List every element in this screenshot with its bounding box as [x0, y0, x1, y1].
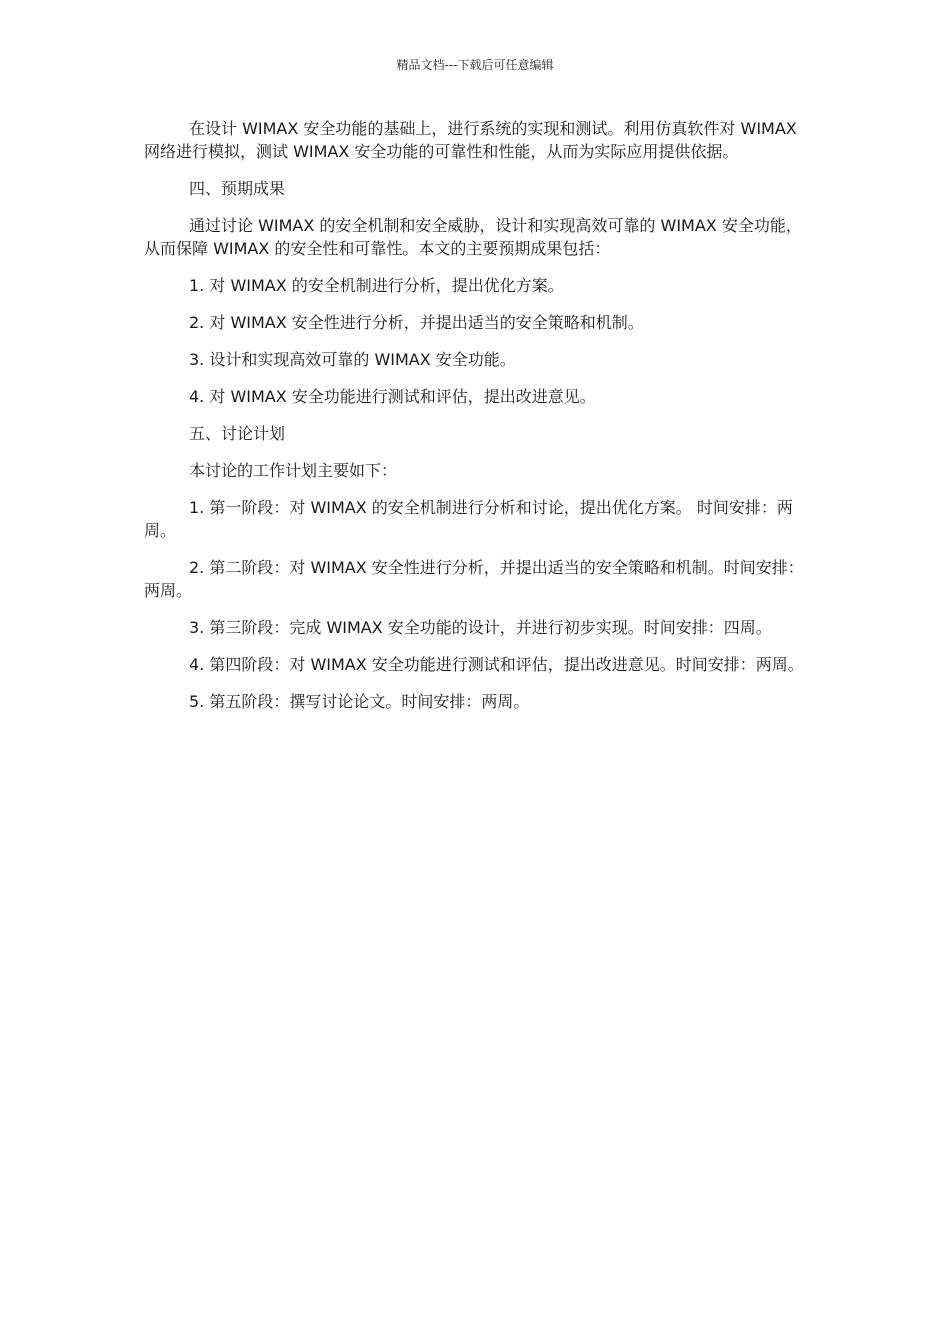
- list-item-phase-2: 2. 第二阶段：对 WIMAX 安全性进行分析，并提出适当的安全策略和机制。时间安排：两周。: [144, 558, 804, 600]
- paragraph-implementation-testing: 在设计 WIMAX 安全功能的基础上，进行系统的实现和测试。利用仿真软件对 WIMAX 网络进行模拟，测试 WIMAX 安全功能的可靠性和性能，从而为实际应用提供依据。: [144, 119, 797, 161]
- list-item-result-2: 2. 对 WIMAX 安全性进行分析，并提出适当的安全策略和机制。: [189, 313, 644, 332]
- list-item-result-4: 4. 对 WIMAX 安全功能进行测试和评估，提出改进意见。: [189, 387, 596, 406]
- list-item-phase-3: 3. 第三阶段：完成 WIMAX 安全功能的设计，并进行初步实现。时间安排：四周。: [189, 618, 772, 637]
- list-item-phase-1: 1. 第一阶段：对 WIMAX 的安全机制进行分析和讨论，提出优化方案。 时间安排：两周。: [144, 498, 793, 540]
- document-body: [144, 117, 809, 727]
- list-item-phase-5: 5. 第五阶段：撰写讨论论文。时间安排：两周。: [189, 692, 530, 711]
- section-heading-expected-results: 四、预期成果: [189, 179, 286, 198]
- list-item-phase-4: 4. 第四阶段：对 WIMAX 安全功能进行测试和评估，提出改进意见。时间安排：两周。: [189, 655, 804, 674]
- list-item-result-1: 1. 对 WIMAX 的安全机制进行分析，提出优化方案。: [189, 276, 564, 295]
- paragraph-expected-results-intro: 通过讨论 WIMAX 的安全机制和安全威胁，设计和实现高效可靠的 WIMAX 安全功能，从而保障 WIMAX 的安全性和可靠性。本文的主要预期成果包括：: [144, 216, 802, 258]
- page-header: 精品文档---下载后可任意编辑: [396, 58, 554, 72]
- paragraph-plan-intro: 本讨论的工作计划主要如下：: [189, 461, 398, 480]
- list-item-result-3: 3. 设计和实现高效可靠的 WIMAX 安全功能。: [189, 350, 516, 369]
- section-heading-research-plan: 五、讨论计划: [189, 424, 286, 443]
